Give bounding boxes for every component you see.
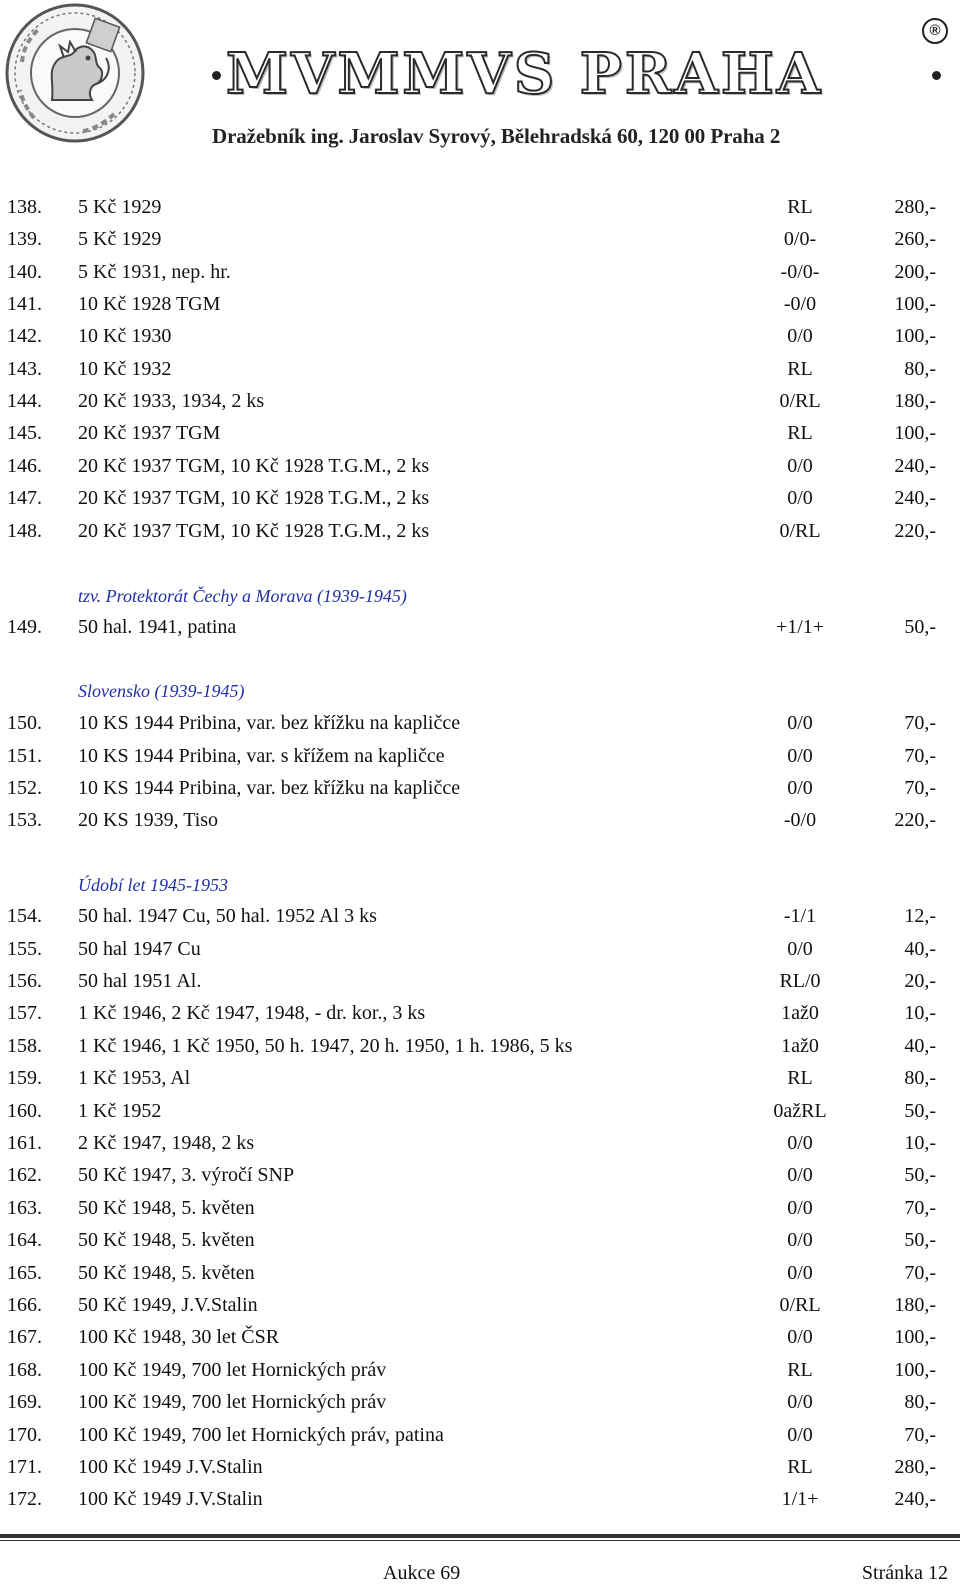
- lot-description: 100 Kč 1948, 30 let ČSR: [78, 1326, 280, 1348]
- lot-description: 20 Kč 1933, 1934, 2 ks: [78, 390, 265, 412]
- lot-price: 180,-: [894, 390, 936, 412]
- lot-price: 240,-: [894, 1488, 936, 1510]
- lot-description: 20 Kč 1937 TGM, 10 Kč 1928 T.G.M., 2 ks: [78, 487, 430, 509]
- lot-number: 159.: [7, 1067, 42, 1089]
- table-row: [0, 740, 960, 772]
- lot-description: 10 Kč 1930: [78, 325, 172, 347]
- lot-number: 168.: [7, 1359, 42, 1381]
- table-row: [0, 1289, 960, 1321]
- lot-description: 1 Kč 1952: [78, 1100, 162, 1122]
- auctioneer-address: Dražebník ing. Jaroslav Syrový, Bělehradská 60, 120 00 Praha 2: [212, 124, 781, 148]
- lot-grade: 0/0: [787, 487, 813, 509]
- lot-description: 50 hal. 1947 Cu, 50 hal. 1952 Al 3 ks: [78, 905, 377, 927]
- lot-grade: 0/0: [787, 777, 813, 799]
- lot-number: 161.: [7, 1132, 42, 1154]
- lot-description: 10 KS 1944 Pribina, var. s křížem na kapličce: [78, 745, 445, 767]
- lot-description: 100 Kč 1949 J.V.Stalin: [78, 1456, 263, 1478]
- table-row: [0, 772, 960, 804]
- table-row: [0, 965, 960, 997]
- lot-number: 152.: [7, 777, 42, 799]
- table-row: [0, 417, 960, 449]
- lot-grade: RL: [787, 1359, 813, 1381]
- lot-number: 149.: [7, 616, 42, 638]
- lot-number: 139.: [7, 228, 42, 250]
- lot-price: 100,-: [894, 422, 936, 444]
- lot-price: 180,-: [894, 1294, 936, 1316]
- lot-grade: RL: [787, 196, 813, 218]
- lot-price: 100,-: [894, 293, 936, 315]
- auction-label: Aukce 69: [383, 1562, 461, 1584]
- lot-price: 20,-: [904, 970, 936, 992]
- table-row: [0, 1321, 960, 1353]
- section-heading: Slovensko (1939-1945): [78, 681, 245, 701]
- table-row: [0, 1224, 960, 1256]
- lot-description: 1 Kč 1953, Al: [78, 1067, 191, 1089]
- table-row: [0, 1095, 960, 1127]
- lot-grade: RL: [787, 422, 813, 444]
- lot-price: 280,-: [894, 1456, 936, 1478]
- lot-price: 240,-: [894, 455, 936, 477]
- lot-description: 50 hal 1951 Al.: [78, 970, 202, 992]
- lot-price: 80,-: [904, 1391, 936, 1413]
- lot-grade: 0/0: [787, 1164, 813, 1186]
- lot-description: 20 Kč 1937 TGM, 10 Kč 1928 T.G.M., 2 ks: [78, 455, 430, 477]
- table-row: [0, 1386, 960, 1418]
- section-heading: Údobí let 1945-1953: [78, 875, 228, 895]
- lot-price: 100,-: [894, 1359, 936, 1381]
- lot-description: 100 Kč 1949, 700 let Hornických práv: [78, 1359, 387, 1381]
- lot-description: 1 Kč 1946, 1 Kč 1950, 50 h. 1947, 20 h. 1950, 1 h. 1986, 5 ks: [78, 1035, 573, 1057]
- table-row: [0, 353, 960, 385]
- lot-description: 100 Kč 1949, 700 let Hornických práv, patina: [78, 1424, 444, 1446]
- lot-number: 158.: [7, 1035, 42, 1057]
- brand-dot-right: [932, 71, 941, 80]
- lot-number: 148.: [7, 520, 42, 542]
- lot-number: 167.: [7, 1326, 42, 1348]
- lot-grade: 0/0: [787, 1424, 813, 1446]
- lot-description: 10 KS 1944 Pribina, var. bez křížku na kapličce: [78, 777, 461, 799]
- table-row: [0, 900, 960, 932]
- lot-description: 10 Kč 1932: [78, 358, 172, 380]
- lot-grade: 0/RL: [779, 390, 821, 412]
- table-row: [0, 707, 960, 739]
- table-row: [0, 450, 960, 482]
- lot-grade: -0/0: [783, 809, 817, 831]
- lot-description: 5 Kč 1929: [78, 196, 162, 218]
- lot-grade: -0/0: [783, 293, 817, 315]
- lot-description: 2 Kč 1947, 1948, 2 ks: [78, 1132, 255, 1154]
- lot-price: 100,-: [894, 1326, 936, 1348]
- lot-number: 145.: [7, 422, 42, 444]
- lot-price: 220,-: [894, 809, 936, 831]
- lot-description: 10 KS 1944 Pribina, var. bez křížku na kapličce: [78, 712, 461, 734]
- lot-number: 171.: [7, 1456, 42, 1478]
- lot-number: 164.: [7, 1229, 42, 1251]
- lot-price: 12,-: [904, 905, 936, 927]
- table-row: [0, 611, 960, 643]
- brand-dot-left: [212, 71, 221, 80]
- lot-description: 5 Kč 1929: [78, 228, 162, 250]
- lot-grade: 0/0: [787, 1229, 813, 1251]
- lot-number: 170.: [7, 1424, 42, 1446]
- table-row: [0, 1127, 960, 1159]
- lot-price: 240,-: [894, 487, 936, 509]
- lot-number: 140.: [7, 261, 42, 283]
- table-row: [0, 320, 960, 352]
- lot-price: 80,-: [904, 358, 936, 380]
- lot-number: 144.: [7, 390, 42, 412]
- lot-number: 162.: [7, 1164, 42, 1186]
- lot-price: 10,-: [904, 1002, 936, 1024]
- lot-grade: 0/0: [787, 1326, 813, 1348]
- lot-grade: 0/0: [787, 1262, 813, 1284]
- lot-grade: 0/0-: [783, 228, 817, 250]
- lot-number: 147.: [7, 487, 42, 509]
- lot-price: 50,-: [904, 1229, 936, 1251]
- lot-price: 200,-: [894, 261, 936, 283]
- table-row: [0, 1419, 960, 1451]
- lot-grade: -0/0-: [780, 261, 820, 283]
- lot-price: 220,-: [894, 520, 936, 542]
- coin-seal-lion-icon: [4, 2, 146, 144]
- lot-price: 50,-: [904, 616, 936, 638]
- lot-grade: 1až0: [781, 1035, 819, 1057]
- lot-grade: 0/0: [787, 745, 813, 767]
- lot-number: 165.: [7, 1262, 42, 1284]
- lot-description: 20 Kč 1937 TGM, 10 Kč 1928 T.G.M., 2 ks: [78, 520, 430, 542]
- lot-grade: 0/0: [787, 938, 813, 960]
- lot-price: 50,-: [904, 1164, 936, 1186]
- lot-description: 1 Kč 1946, 2 Kč 1947, 1948, - dr. kor., 3 ks: [78, 1002, 426, 1024]
- table-row: [0, 191, 960, 223]
- lot-grade: -1/1: [783, 905, 817, 927]
- lot-price: 70,-: [904, 777, 936, 799]
- lot-grade: 1/1+: [781, 1488, 819, 1510]
- lot-number: 166.: [7, 1294, 42, 1316]
- footer-divider-thin: [0, 1540, 960, 1541]
- lot-price: 70,-: [904, 1262, 936, 1284]
- table-row: [0, 385, 960, 417]
- lot-grade: 1až0: [781, 1002, 819, 1024]
- lot-number: 155.: [7, 938, 42, 960]
- lot-grade: RL: [787, 1067, 813, 1089]
- lot-description: 50 Kč 1948, 5. květen: [78, 1229, 255, 1251]
- lot-number: 138.: [7, 196, 42, 218]
- lot-number: 163.: [7, 1197, 42, 1219]
- lot-grade: RL/0: [779, 970, 821, 992]
- table-row: [0, 1192, 960, 1224]
- lot-description: 50 Kč 1947, 3. výročí SNP: [78, 1164, 295, 1186]
- lot-number: 151.: [7, 745, 42, 767]
- lot-grade: 0/0: [787, 1132, 813, 1154]
- table-row: [0, 482, 960, 514]
- brand-wordmark: MVMMVS PRAHA: [226, 41, 824, 107]
- lot-price: 70,-: [904, 1197, 936, 1219]
- table-row: [0, 223, 960, 255]
- lot-grade: 0/0: [787, 1197, 813, 1219]
- table-row: [0, 1062, 960, 1094]
- lot-grade: +1/1+: [775, 616, 825, 638]
- lot-grade: 0/0: [787, 325, 813, 347]
- table-row: [0, 256, 960, 288]
- lot-price: 70,-: [904, 745, 936, 767]
- lot-price: 70,-: [904, 712, 936, 734]
- table-row: [0, 997, 960, 1029]
- registered-mark: ®: [922, 18, 948, 44]
- footer-divider: [0, 1534, 960, 1538]
- lot-price: 50,-: [904, 1100, 936, 1122]
- lot-grade: RL: [787, 1456, 813, 1478]
- lot-number: 142.: [7, 325, 42, 347]
- table-row: [0, 933, 960, 965]
- lot-description: 50 hal 1947 Cu: [78, 938, 201, 960]
- table-row: [0, 1354, 960, 1386]
- lot-number: 157.: [7, 1002, 42, 1024]
- lot-number: 146.: [7, 455, 42, 477]
- lot-price: 260,-: [894, 228, 936, 250]
- lot-description: 20 Kč 1937 TGM: [78, 422, 221, 444]
- lot-description: 10 Kč 1928 TGM: [78, 293, 221, 315]
- table-row: [0, 288, 960, 320]
- lot-price: 280,-: [894, 196, 936, 218]
- table-row: [0, 1159, 960, 1191]
- section-heading: tzv. Protektorát Čechy a Morava (1939-1945): [78, 586, 407, 606]
- table-row: [0, 1483, 960, 1515]
- lot-description: 5 Kč 1931, nep. hr.: [78, 261, 231, 283]
- lot-grade: 0/RL: [779, 520, 821, 542]
- lot-grade: 0/0: [787, 455, 813, 477]
- lot-number: 143.: [7, 358, 42, 380]
- lot-description: 20 KS 1939, Tiso: [78, 809, 219, 831]
- lot-grade: RL: [787, 358, 813, 380]
- page-header: [0, 0, 960, 170]
- lot-number: 156.: [7, 970, 42, 992]
- lot-price: 40,-: [904, 1035, 936, 1057]
- lot-description: 50 Kč 1948, 5. květen: [78, 1262, 255, 1284]
- lot-description: 50 hal. 1941, patina: [78, 616, 237, 638]
- lot-grade: 0/RL: [779, 1294, 821, 1316]
- lot-price: 40,-: [904, 938, 936, 960]
- lot-grade: 0/0: [787, 1391, 813, 1413]
- lot-number: 169.: [7, 1391, 42, 1413]
- lot-number: 154.: [7, 905, 42, 927]
- lot-description: 100 Kč 1949 J.V.Stalin: [78, 1488, 263, 1510]
- lot-price: 10,-: [904, 1132, 936, 1154]
- table-row: [0, 804, 960, 836]
- table-row: [0, 1030, 960, 1062]
- lot-description: 100 Kč 1949, 700 let Hornických práv: [78, 1391, 387, 1413]
- lot-price: 70,-: [904, 1424, 936, 1446]
- lot-number: 172.: [7, 1488, 42, 1510]
- table-row: [0, 1451, 960, 1483]
- lot-number: 153.: [7, 809, 42, 831]
- table-row: [0, 1257, 960, 1289]
- page-number: Stránka 12: [861, 1562, 948, 1584]
- lot-number: 160.: [7, 1100, 42, 1122]
- table-row: [0, 515, 960, 547]
- lot-grade: 0/0: [787, 712, 813, 734]
- lot-number: 150.: [7, 712, 42, 734]
- lot-price: 80,-: [904, 1067, 936, 1089]
- lot-price: 100,-: [894, 325, 936, 347]
- lot-description: 50 Kč 1948, 5. květen: [78, 1197, 255, 1219]
- lot-number: 141.: [7, 293, 42, 315]
- lot-grade: 0ažRL: [773, 1100, 827, 1122]
- lot-description: 50 Kč 1949, J.V.Stalin: [78, 1294, 258, 1316]
